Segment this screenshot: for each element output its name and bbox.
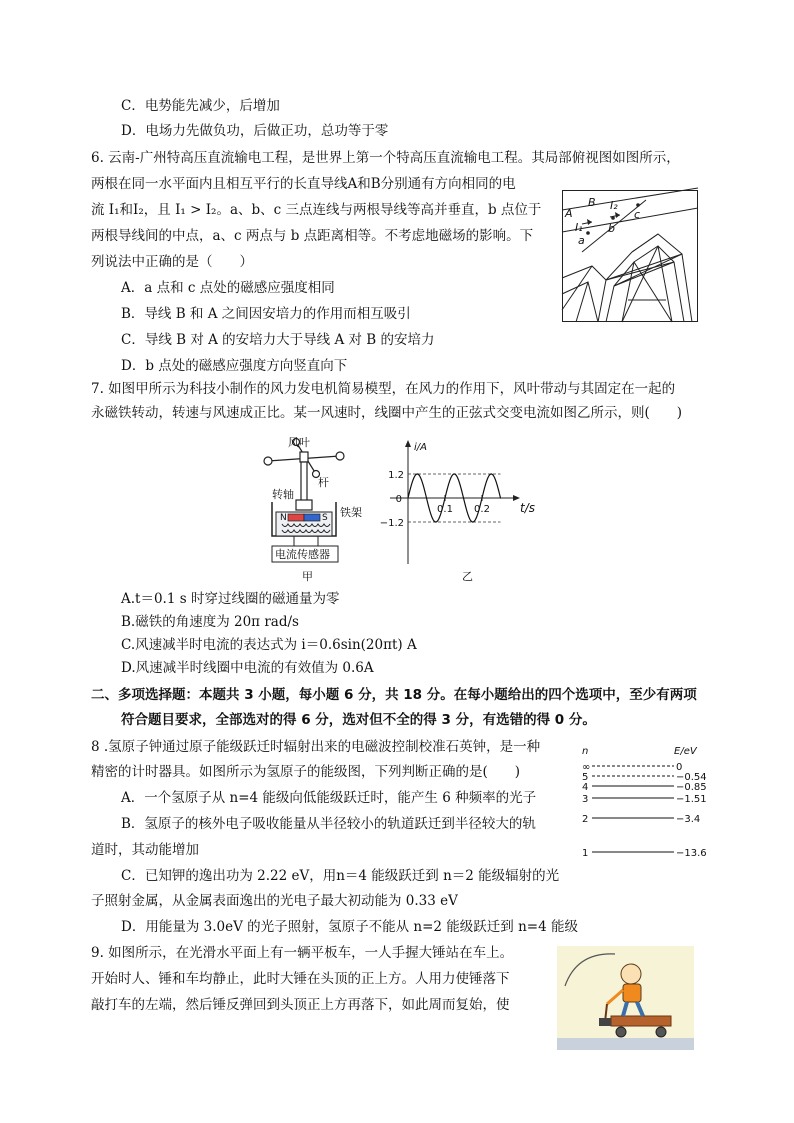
n-header: n xyxy=(582,746,589,757)
energy-level-n: 2 xyxy=(582,814,589,825)
x-tick-label: 0.2 xyxy=(474,504,490,515)
q8-option-d: D．用能量为 3.0eV 的光子照射，氢原子不能从 n=2 能级跃迁到 n=4 能级 xyxy=(121,919,578,935)
x-tick-label: 0.1 xyxy=(437,504,453,515)
energy-level-value: −1.51 xyxy=(676,794,707,805)
q6-transmission-tower-figure xyxy=(562,190,698,322)
q6-option-c: C．导线 B 对 A 的安培力大于导线 A 对 B 的安培力 xyxy=(121,332,435,348)
y-tick-label: 1.2 xyxy=(388,470,404,481)
point-a-marker xyxy=(586,231,590,235)
data-point xyxy=(417,473,418,474)
q7-wind-generator-figure xyxy=(258,434,362,584)
data-point xyxy=(481,497,482,498)
label-wire-b: B xyxy=(588,196,596,209)
section-2-heading: 二、多项选择题：本题共 3 小题，每小题 6 分，共 18 分。在每小题给出的四个选项中，至少有两项 xyxy=(91,687,697,703)
q6-stem-4: 两根导线间的中点，a、c 两点与 b 点距离相等。不考虑地磁场的影响。下 xyxy=(91,228,534,244)
y-axis-label: i/A xyxy=(414,442,427,453)
q7-option-b: B.磁铁的角速度为 20π rad/s xyxy=(121,614,299,630)
caption-yi: 乙 xyxy=(462,570,473,583)
q9-stem-3: 敲打车的左端，然后锤反弹回到头顶正上方再落下，如此周而复始，使 xyxy=(91,997,510,1013)
label-point-c: c xyxy=(634,208,641,221)
x-axis-label: t/s xyxy=(520,501,535,515)
q8-option-b-2: 道时，其动能增加 xyxy=(91,842,199,858)
q8-energy-level-diagram xyxy=(580,740,720,864)
energy-level-value: −3.4 xyxy=(676,814,701,825)
q9-stem-1: 9. 如图所示，在光滑水平面上有一辆平板车，一人手握大锤站在车上。 xyxy=(91,945,514,961)
label-magnet-n: N xyxy=(280,513,287,523)
energy-header: E/eV xyxy=(674,746,697,757)
energy-level-n: 1 xyxy=(582,848,589,859)
data-point xyxy=(491,473,492,474)
data-point xyxy=(407,497,408,498)
data-point xyxy=(463,497,464,498)
q6-option-a: A．a 点和 c 点处的磁感应强度相同 xyxy=(121,280,335,296)
q9-hammer-cart-figure xyxy=(557,946,694,1050)
person-head xyxy=(621,964,641,984)
q6-option-d: D．b 点处的磁感应强度方向竖直向下 xyxy=(121,358,348,374)
cart-wheel-right xyxy=(656,1027,666,1037)
q9-stem-2: 开始时人、锤和车均静止，此时大锤在头顶的正上方。人用力使锤落下 xyxy=(91,971,510,987)
q8-stem-2: 精密的计时器具。如图所示为氢原子的能级图，下列判断正确的是( ) xyxy=(91,764,521,780)
q8-option-b-1: B．氢原子的核外电子吸收能量从半径较小的轨道跃迁到半径较大的轨 xyxy=(121,816,536,832)
energy-level-n: 5 xyxy=(582,772,589,783)
energy-level-value: −13.6 xyxy=(676,848,707,859)
q6-stem-1: 6. 云南-广州特高压直流输电工程，是世界上第一个特高压直流输电工程。其局部俯视图如图所示， xyxy=(91,150,680,166)
q7-stem-1: 7. 如图甲所示为科技小制作的风力发电机简易模型，在风力的作用下，风叶带动与其固定在一起的 xyxy=(91,381,676,397)
q8-option-a: A．一个氢原子从 n=4 能级向低能级跃迁时，能产生 6 种频率的光子 xyxy=(121,790,537,806)
energy-level-value: −0.54 xyxy=(676,772,707,783)
energy-level-value: 0 xyxy=(676,762,683,773)
data-point xyxy=(472,521,473,522)
cart-body xyxy=(611,1016,671,1026)
person-torso xyxy=(623,984,641,1002)
data-point xyxy=(500,497,501,498)
label-current-i2: I₂ xyxy=(610,199,618,212)
label-point-b: b xyxy=(608,222,615,235)
energy-level-n: 3 xyxy=(582,794,589,805)
q6-option-b: B．导线 B 和 A 之间因安培力的作用而相互吸引 xyxy=(121,306,411,322)
label-iron-frame: 铁架 xyxy=(340,506,362,519)
label-magnet-s: S xyxy=(322,513,328,523)
energy-level-value: −0.85 xyxy=(676,782,707,793)
data-point xyxy=(454,473,455,474)
point-c-marker xyxy=(636,203,640,207)
q7-option-d: D.风速减半时线圈中电流的有效值为 0.6A xyxy=(121,660,374,676)
option-c-line: C．电势能先减少，后增加 xyxy=(121,98,280,114)
data-point xyxy=(435,521,436,522)
q8-option-c-2: 子照射金属，从金属表面逸出的光电子最大初动能为 0.33 eV xyxy=(91,893,458,909)
data-point xyxy=(426,497,427,498)
q7-option-a: A.t＝0.1 s 时穿过线圈的磁通量为零 xyxy=(121,591,340,607)
label-current-i1: I₁ xyxy=(575,221,583,234)
energy-level-n: ∞ xyxy=(582,762,591,773)
q6-stem-3: 流 I₁和I₂，且 I₁ > I₂。a、b、c 三点连线与两根导线等高并垂直，b 点位于 xyxy=(91,202,542,218)
label-current-sensor: 电流传感器 xyxy=(275,548,330,561)
q7-stem-2: 永磁铁转动，转速与风速成正比。某一风速时，线圈中产生的正弦式交变电流如图乙所示，则( ) xyxy=(91,405,683,421)
label-axle: 转轴 xyxy=(272,488,294,501)
data-point xyxy=(444,497,445,498)
section-2-heading-2: 符合题目要求，全部选对的得 6 分，选对但不全的得 3 分，有选错的得 0 分。 xyxy=(121,712,596,728)
hammer-head xyxy=(599,1018,611,1026)
point-b-marker xyxy=(611,216,615,220)
q7-current-chart xyxy=(370,436,545,586)
q6-stem-5: 列说法中正确的是（ ） xyxy=(91,254,253,270)
caption-jia: 甲 xyxy=(302,570,313,583)
q8-option-c-1: C．已知钾的逸出功为 2.22 eV，用n＝4 能级跃迁到 n＝2 能级辐射的光 xyxy=(121,868,560,884)
label-rod: 杆 xyxy=(318,476,329,489)
label-wire-a: A xyxy=(565,207,573,220)
q7-option-c: C.风速减半时电流的表达式为 i＝0.6sin(20πt) A xyxy=(121,637,417,653)
label-point-a: a xyxy=(578,234,585,247)
q6-stem-2: 两根在同一水平面内且相互平行的长直导线A和B分别通有方向相同的电 xyxy=(91,176,516,192)
energy-level-n: 4 xyxy=(582,782,589,793)
label-fan-blade: 风叶 xyxy=(288,436,310,449)
x-tick-label: 0 xyxy=(395,494,402,505)
option-d-line: D．电场力先做负功，后做正功，总功等于零 xyxy=(121,123,389,139)
y-tick-label: −1.2 xyxy=(379,518,404,529)
q8-stem-1: 8 .氢原子钟通过原子能级跃迁时辐射出来的电磁波控制校准石英钟，是一种 xyxy=(91,739,541,755)
cart-wheel-left xyxy=(616,1027,626,1037)
